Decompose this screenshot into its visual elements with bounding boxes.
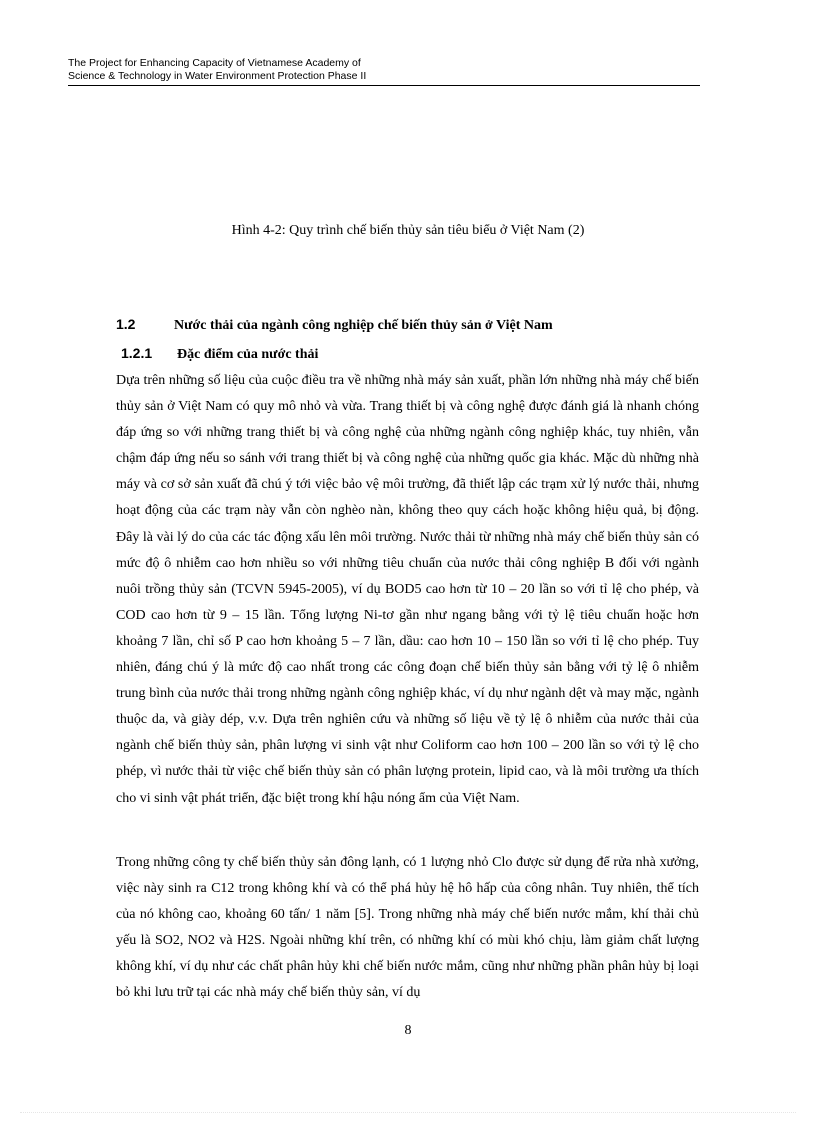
section-title: Nước thải của ngành công nghiệp chế biến thủy sản ở Việt Nam [174,318,553,333]
running-header [68,57,700,86]
page-number: 8 [404,1023,412,1038]
body-paragraph-1: Dựa trên những số liệu của cuộc điều tra về những nhà máy sản xuất, phần lớn những nhà máy chế biến thủy sản ở Việt Nam có quy mô nhỏ và vừa. Trang thiết bị và công nghệ được đánh giá là nhanh chóng đáp ứng so với những trang thiết bị và công nghệ của những ngành công nghiệp khác, tuy nhiên, vẫn chậm đáp ứng nếu so sánh với trang thiết bị và công nghệ của những quốc gia khác. Mặc dù những nhà máy và cơ sở sản xuất đã chú ý tới việc bảo vệ môi trường, đã thiết lập các trạm xử lý nước thải, nhưng hoạt động của các trạm này vẫn còn nghèo nàn, không theo quy cách hoặc không hiệu quả, bị động. Đây là vài lý do của các tác động xấu lên môi trường. Nước thải từ những nhà máy chế biến thủy sản có mức độ ô nhiễm cao hơn nhiều so với những tiêu chuẩn của nước thải công nghiệp B đối với ngành nuôi trồng thủy sản (TCVN 5945-2005), ví dụ BOD5 cao hơn từ 10 – 20 lần so với tỉ lệ cho phép, và COD cao hơn từ 9 – 15 lần. Tổng lượng Ni-tơ gần như ngang bằng với tỷ lệ tiêu chuẩn hoặc hơn khoảng 7 lần, chỉ số P cao hơn khoảng 5 – 7 lần, dầu: cao hơn 10 – 150 lần so với tỉ lệ cho phép. Tuy nhiên, đáng chú ý là mức độ cao nhất trong các công đoạn chế biến thủy sản bằng với tỷ lệ ô nhiễm trung bình của nước thải trong những ngành công nghiệp khác, ví dụ như ngành dệt và may mặc, ngành thuộc da, và giày dép, v.v. Dựa trên nghiên cứu và những số liệu về tỷ lệ ô nhiễm của nước thải của ngành chế biến thủy sản, phân lượng vi sinh vật như Coliform cao hơn 100 – 200 lần so với tỷ lệ cho phép, vì nước thải từ việc chế biến thủy sản có phân lượng protein, lipid cao, và là môi trường ưa thích cho vi sinh vật phát triển, đặc biệt trong khí hậu nóng ẩm của Việt Nam. [116,373,699,806]
header-line-1: The Project for Enhancing Capacity of Vietnamese Academy of [68,57,361,69]
section-number: 1.2 [116,316,136,332]
header-line-2: Science & Technology in Water Environment Protection Phase II [68,70,367,82]
section-heading [116,316,716,334]
figure-caption: Hình 4-2: Quy trình chế biến thủy sản tiêu biểu ở Việt Nam (2) [231,223,585,238]
subsection-title: Đặc điểm của nước thải [177,347,319,362]
subsection-number: 1.2.1 [121,345,153,361]
page-bottom-border [20,1112,796,1113]
subsection-heading [121,345,721,363]
body-paragraph-2: Trong những công ty chế biến thủy sản đông lạnh, có 1 lượng nhỏ Clo được sử dụng để rửa nhà xưởng, việc này sinh ra C12 trong không khí và có thể phá hủy hệ hô hấp của công nhân. Tuy nhiên, thể tích của nó không cao, khoảng 60 tấn/ 1 năm [5]. Trong những nhà máy chế biến nước mắm, khí thải chủ yếu là SO2, NO2 và H2S. Ngoài những khí trên, có những khí có mùi khó chịu, làm giảm chất lượng không khí, ví dụ như các chất phân hủy khi chế biến nước mắm, cũng như những phần phân hủy bị loại bỏ khi lưu trữ tại các nhà máy chế biến thủy sản, ví dụ [116,855,699,1001]
